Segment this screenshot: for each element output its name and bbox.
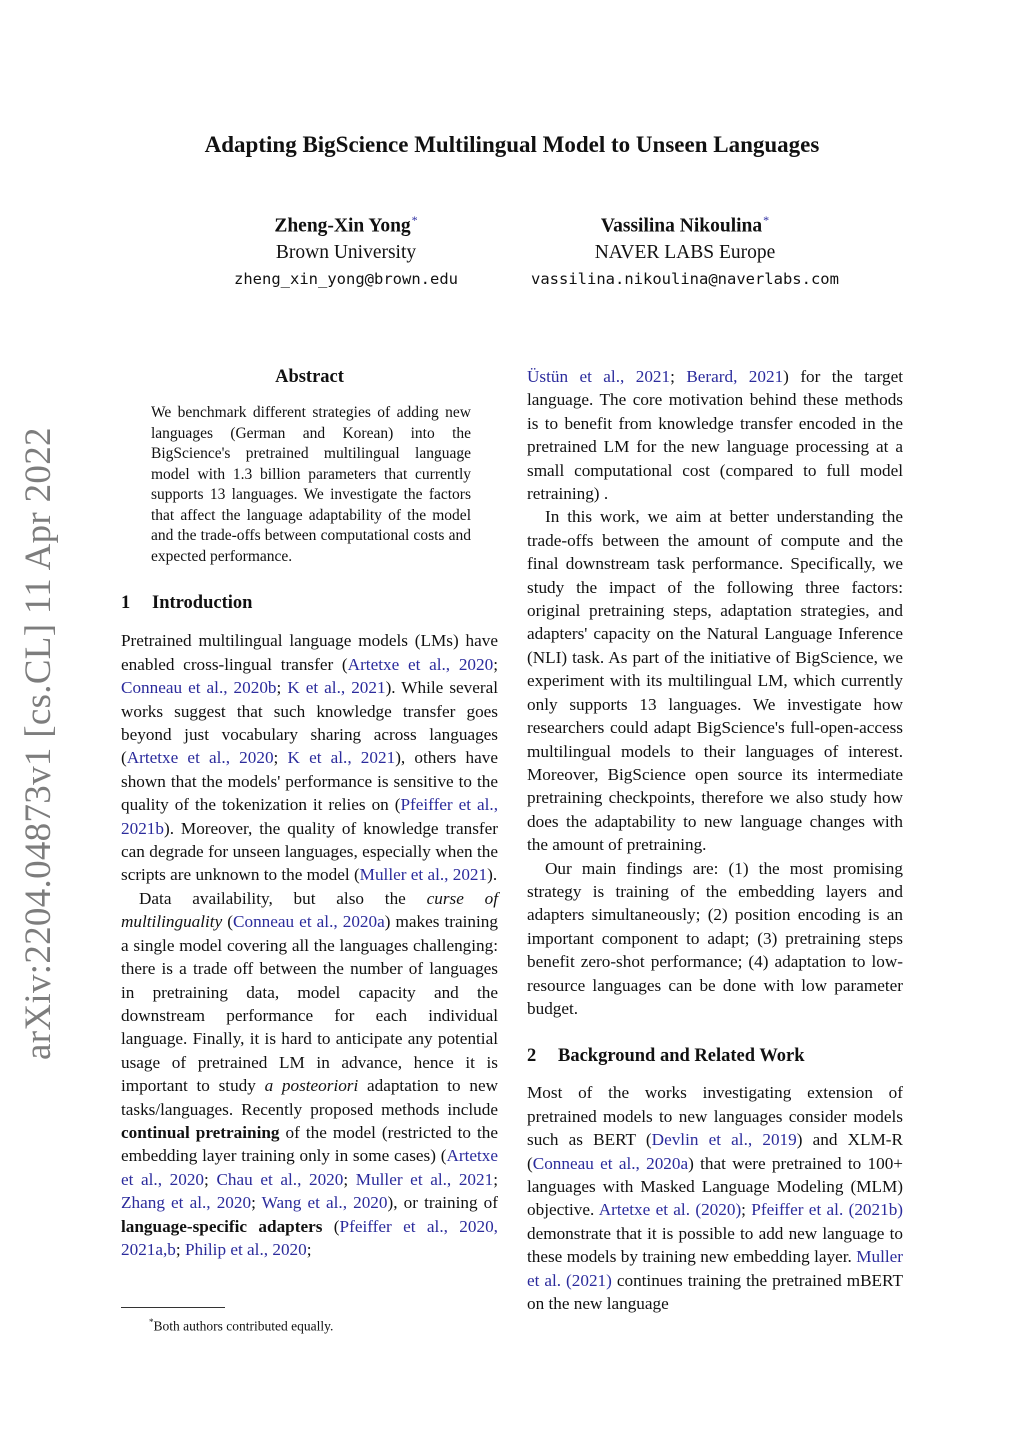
body-text: ; [343,1169,356,1189]
bold-term: continual pretraining [121,1122,280,1142]
author-block [500,207,870,292]
intro-paragraph-3 [527,365,903,505]
section-heading-background: 2 Background and Related Work [527,1046,805,1067]
section-heading-introduction: 1 Introduction [121,593,253,614]
body-text: ( [322,1216,340,1236]
body-text: ( [222,912,234,932]
author-name: Vassilina Nikoulina* [600,213,770,237]
citation-link[interactable]: Muller et al., 2021 [359,865,488,885]
citation-link[interactable]: Artetxe et al., 2020 [121,1146,498,1189]
body-text: ) makes training a single model covering all the languages challenging: there is a trade off between the number of languages in pretraining data, model capacity and the downstream performance for each individual language. Finally, it is hard to anticipate any potential usage of pretrained LM in advance, hence it is important to study [121,912,498,1096]
citation-link[interactable]: Muller et al., 2021 [355,1169,494,1189]
intro-paragraph-5: Our main findings are: (1) the most promising strategy is training of the embedding layers and adapters simultaneously; (2) position encoding is an important component to adapt; (3) pretraining steps benefit zero-shot performance; (4) adaptation to low-resource languages can be done with low parameter budget. [527,858,903,1018]
author-mark: * [411,213,418,227]
citation-link[interactable]: Artetxe et al. (2020) [598,1200,742,1220]
emphasis-text: a posteoriori [264,1076,359,1096]
author-name: Zheng-Xin Yong* [274,213,418,237]
body-text: of the model (restricted to the embedding layer training only in some cases) ( [121,1122,498,1166]
body-text: ; [273,748,288,768]
paper-title: Adapting BigScience Multilingual Model to Unseen Languages [204,132,820,157]
author-mark: * [763,213,770,227]
body-text: ), others have shown that the models' performance is sensitive to the quality of the tokenization it relies on ( [121,748,498,815]
abstract-text: We benchmark different strategies of adding new languages (German and Korean) into the BigScience's pretrained multilingual language model with 1.3 billion parameters that currently supports 13 languages. We investigate the factors that affect the language adaptability of the model and the trade-offs between computational costs and expected performance. [151,404,471,565]
body-text: ; [670,367,687,386]
citation-link[interactable]: Conneau et al., 2020a [233,912,385,932]
body-text: ) and XLM-R ( [527,1130,903,1173]
body-text: continues training the pretrained mBERT on the new language [527,1270,903,1314]
citation-link[interactable]: K et al., 2021 [287,748,396,768]
abstract-heading: Abstract [275,367,344,387]
body-text: Data availability, but also the [139,888,427,908]
citation-link[interactable]: Pfeiffer et al., 2021b [121,795,498,838]
citation-link[interactable]: Muller et al. (2021) [527,1247,903,1290]
citation-link[interactable]: K et al., 2021 [287,678,386,698]
citation-link[interactable]: Pfeiffer et al. (2021b) [751,1200,904,1220]
author-email[interactable]: zheng_xin_yong@brown.edu [234,269,458,288]
body-text: ; [276,678,288,698]
footnote: *Both authors contributed equally. [149,1317,334,1334]
body-text: Pretrained multilingual language models (LMs) have enabled cross-lingual transfer ( [121,631,498,674]
body-text: ; [175,1239,185,1259]
body-text: ; [204,1169,217,1189]
body-text: ). [487,865,498,885]
background-paragraph-1 [527,1081,903,1315]
citation-link[interactable]: Wang et al., 2020 [261,1193,388,1213]
citation-link[interactable]: Berard, 2021 [686,367,784,386]
body-text: ; [493,654,498,674]
author-affiliation: NAVER LABS Europe [594,241,776,263]
author-affiliation: Brown University [275,241,417,263]
citation-link[interactable]: Conneau et al., 2020a [532,1153,689,1173]
citation-link[interactable]: Chau et al., 2020 [216,1169,344,1189]
author-email[interactable]: vassilina.nikoulina@naverlabs.com [531,269,839,288]
body-text: ) for the target language. The core motivation behind these methods is to benefit from knowledge transfer encoded in the pretrained LM for the new language processing at a small computational cost (compared to full model retraining) . [527,367,904,504]
body-text: ; [306,1239,312,1259]
citation-link[interactable]: Artetxe et al., 2020 [347,654,494,674]
citation-link[interactable]: Conneau et al., 2020b [121,678,277,698]
emphasis-text: curse of multilinguality [121,888,498,932]
bold-term: language-specific adapters [121,1216,323,1236]
arxiv-stamp: arXiv:2204.04873v1 [cs.CL] 11 Apr 2022 [18,427,59,1060]
citation-link[interactable]: Philip et al., 2020 [184,1239,307,1259]
citation-link[interactable]: Artetxe et al., 2020 [126,748,274,768]
left-column [121,362,498,1261]
intro-paragraph-4: In this work, we aim at better understanding the trade-offs between the amount of compute and the final downstream task performance. Specifically, we study the impact of the following three factors: original pretraining steps, adaptation strategies, and adapters' capacity on the Natural Language Inference (NLI) task. As part of the initiative of BigScience, we experiment with its multilingual LM, which currently only supports 13 languages. We investigate how researchers could adapt BigScience's full-open-access multilingual models to their languages of interest. Moreover, BigScience open source its intermediate pretraining checkpoints, therefore we also study how does the adaptability to new language changes with the amount of pretraining. [527,507,903,855]
citation-link[interactable]: Üstün et al., 2021 [527,367,671,386]
body-text: ; [251,1193,262,1213]
intro-paragraph-2 [121,887,498,1262]
body-text: ; [741,1200,752,1220]
intro-paragraph-1 [121,629,498,886]
citation-link[interactable]: Devlin et al., 2019 [651,1130,797,1150]
right-column [527,365,903,1315]
body-text: Most of the works investigating extension of pretrained models to new languages consider models such as BERT ( [527,1083,903,1150]
citation-link[interactable]: Zhang et al., 2020 [121,1193,252,1213]
body-text: ). While several works suggest that such knowledge transfer goes beyond just vocabulary sharing across languages ( [121,678,498,768]
author-block [196,207,496,292]
body-text: ) that were pretrained to 100+ languages with Masked Language Modeling (MLM) objective. [527,1153,903,1220]
body-text: adaptation to new tasks/languages. Recently proposed methods include [121,1076,498,1119]
body-text: demonstrate that it is possible to add new language to these models by training new embedding layer. [527,1223,903,1267]
body-text: ). Moreover, the quality of knowledge transfer can degrade for unseen languages, especially when the scripts are unknown to the model ( [121,818,498,885]
body-text: ), or training of [387,1193,498,1213]
footnote-rule [121,1307,225,1308]
body-text: ; [493,1169,498,1189]
citation-link[interactable]: Pfeiffer et al., 2020, 2021a,b [121,1216,498,1259]
